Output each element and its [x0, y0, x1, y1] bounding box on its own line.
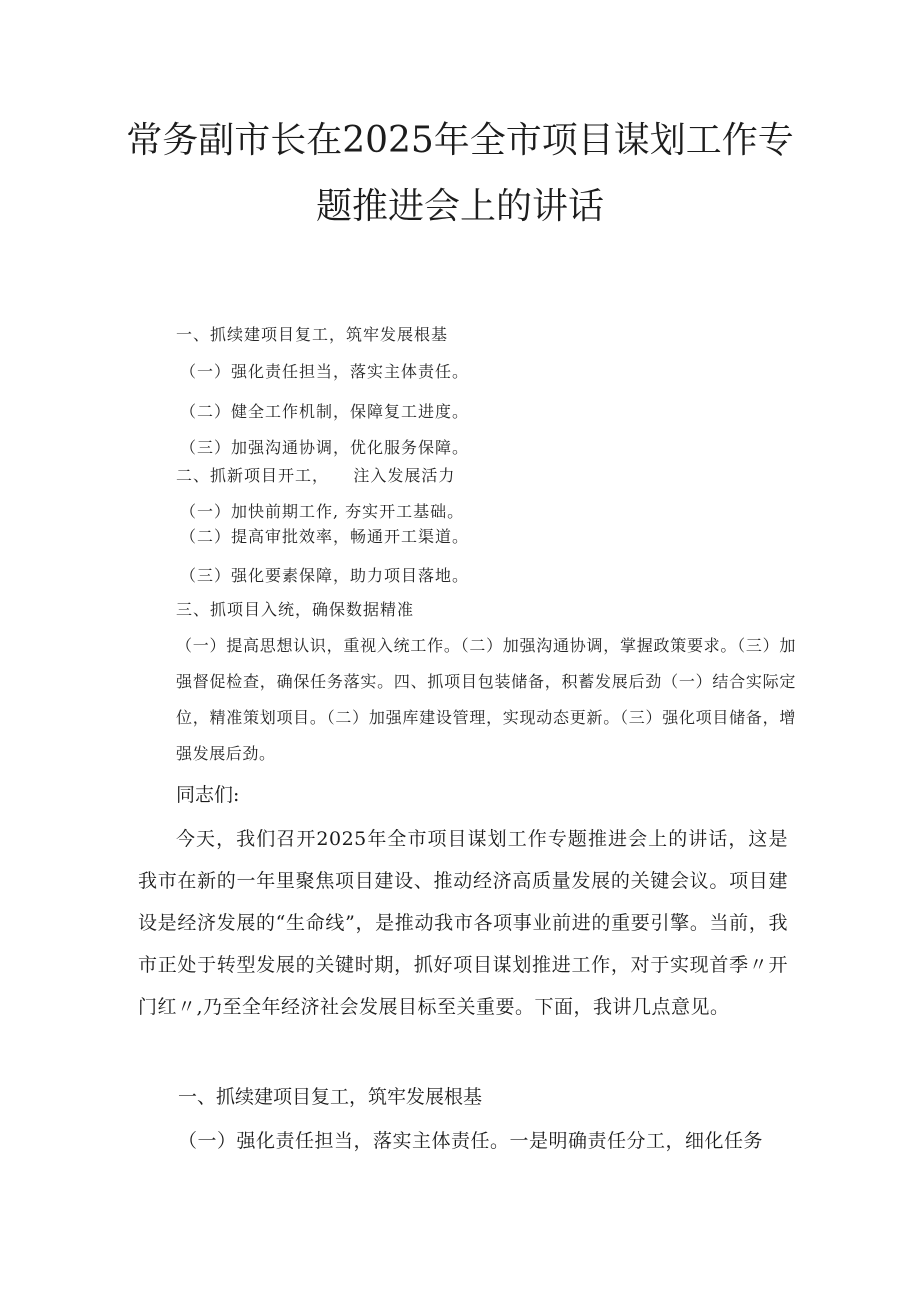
greeting: 同志们: — [176, 784, 240, 806]
section-heading: 一、抓续建项目复工，筑牢发展根基 — [178, 1086, 483, 1108]
toc-paragraph: （一）提高思想认识，重视入统工作。（二）加强沟通协调，掌握政策要求。（三）加强督促检查，确保任务落实。四、抓项目包装储备，积蓄发展后劲（一）结合实际定位，精准策划项目。（二）加强库建设管理，实现动态更新。（三）强化项目储备，增强发展后劲。 — [176, 636, 796, 763]
body-paragraph: 今天，我们召开2025年全市项目谋划工作专题推进会上的讲话，这是我市在新的一年里聚焦项目建设、推动经济高质量发展的关键会议。项目建设是经济发展的“生命线”，是推动我市各项事业前进的重要引擎。当前，我市正处于转型发展的关键时期，抓好项目谋划推进工作，对于实现首季〃开门红〃,乃至全年经济社会发展目标至关重要。下面，我讲几点意见。 — [138, 828, 788, 1018]
toc-item: （二）健全工作机制，保障复工进度。 — [180, 402, 470, 421]
toc-item: （一）强化责任担当，落实主体责任。 — [180, 362, 470, 381]
toc-item: （一）加快前期工作, 夯实开工基础。 — [180, 502, 465, 521]
toc-item: 三、抓项目入统，确保数据精准 — [176, 600, 415, 619]
body-paragraph-start: （一）强化责任担当，落实主体责任。一是明确责任分工，细化任务 — [178, 1130, 764, 1152]
toc-item: 二、抓新项目开工， 注入发展活力 — [176, 466, 456, 485]
toc-item: （三）加强沟通协调，优化服务保障。 — [180, 438, 470, 457]
toc-item: 一、抓续建项目复工，筑牢发展根基 — [176, 325, 449, 344]
document-title-line-2: 题推进会上的讲话 — [315, 186, 604, 227]
document-title-line-1: 常务副市长在2025年全市项目谋划工作专 — [126, 120, 794, 161]
toc-item: （二）提高审批效率，畅通开工渠道。 — [180, 527, 470, 546]
toc-item: （三）强化要素保障，助力项目落地。 — [180, 566, 470, 585]
